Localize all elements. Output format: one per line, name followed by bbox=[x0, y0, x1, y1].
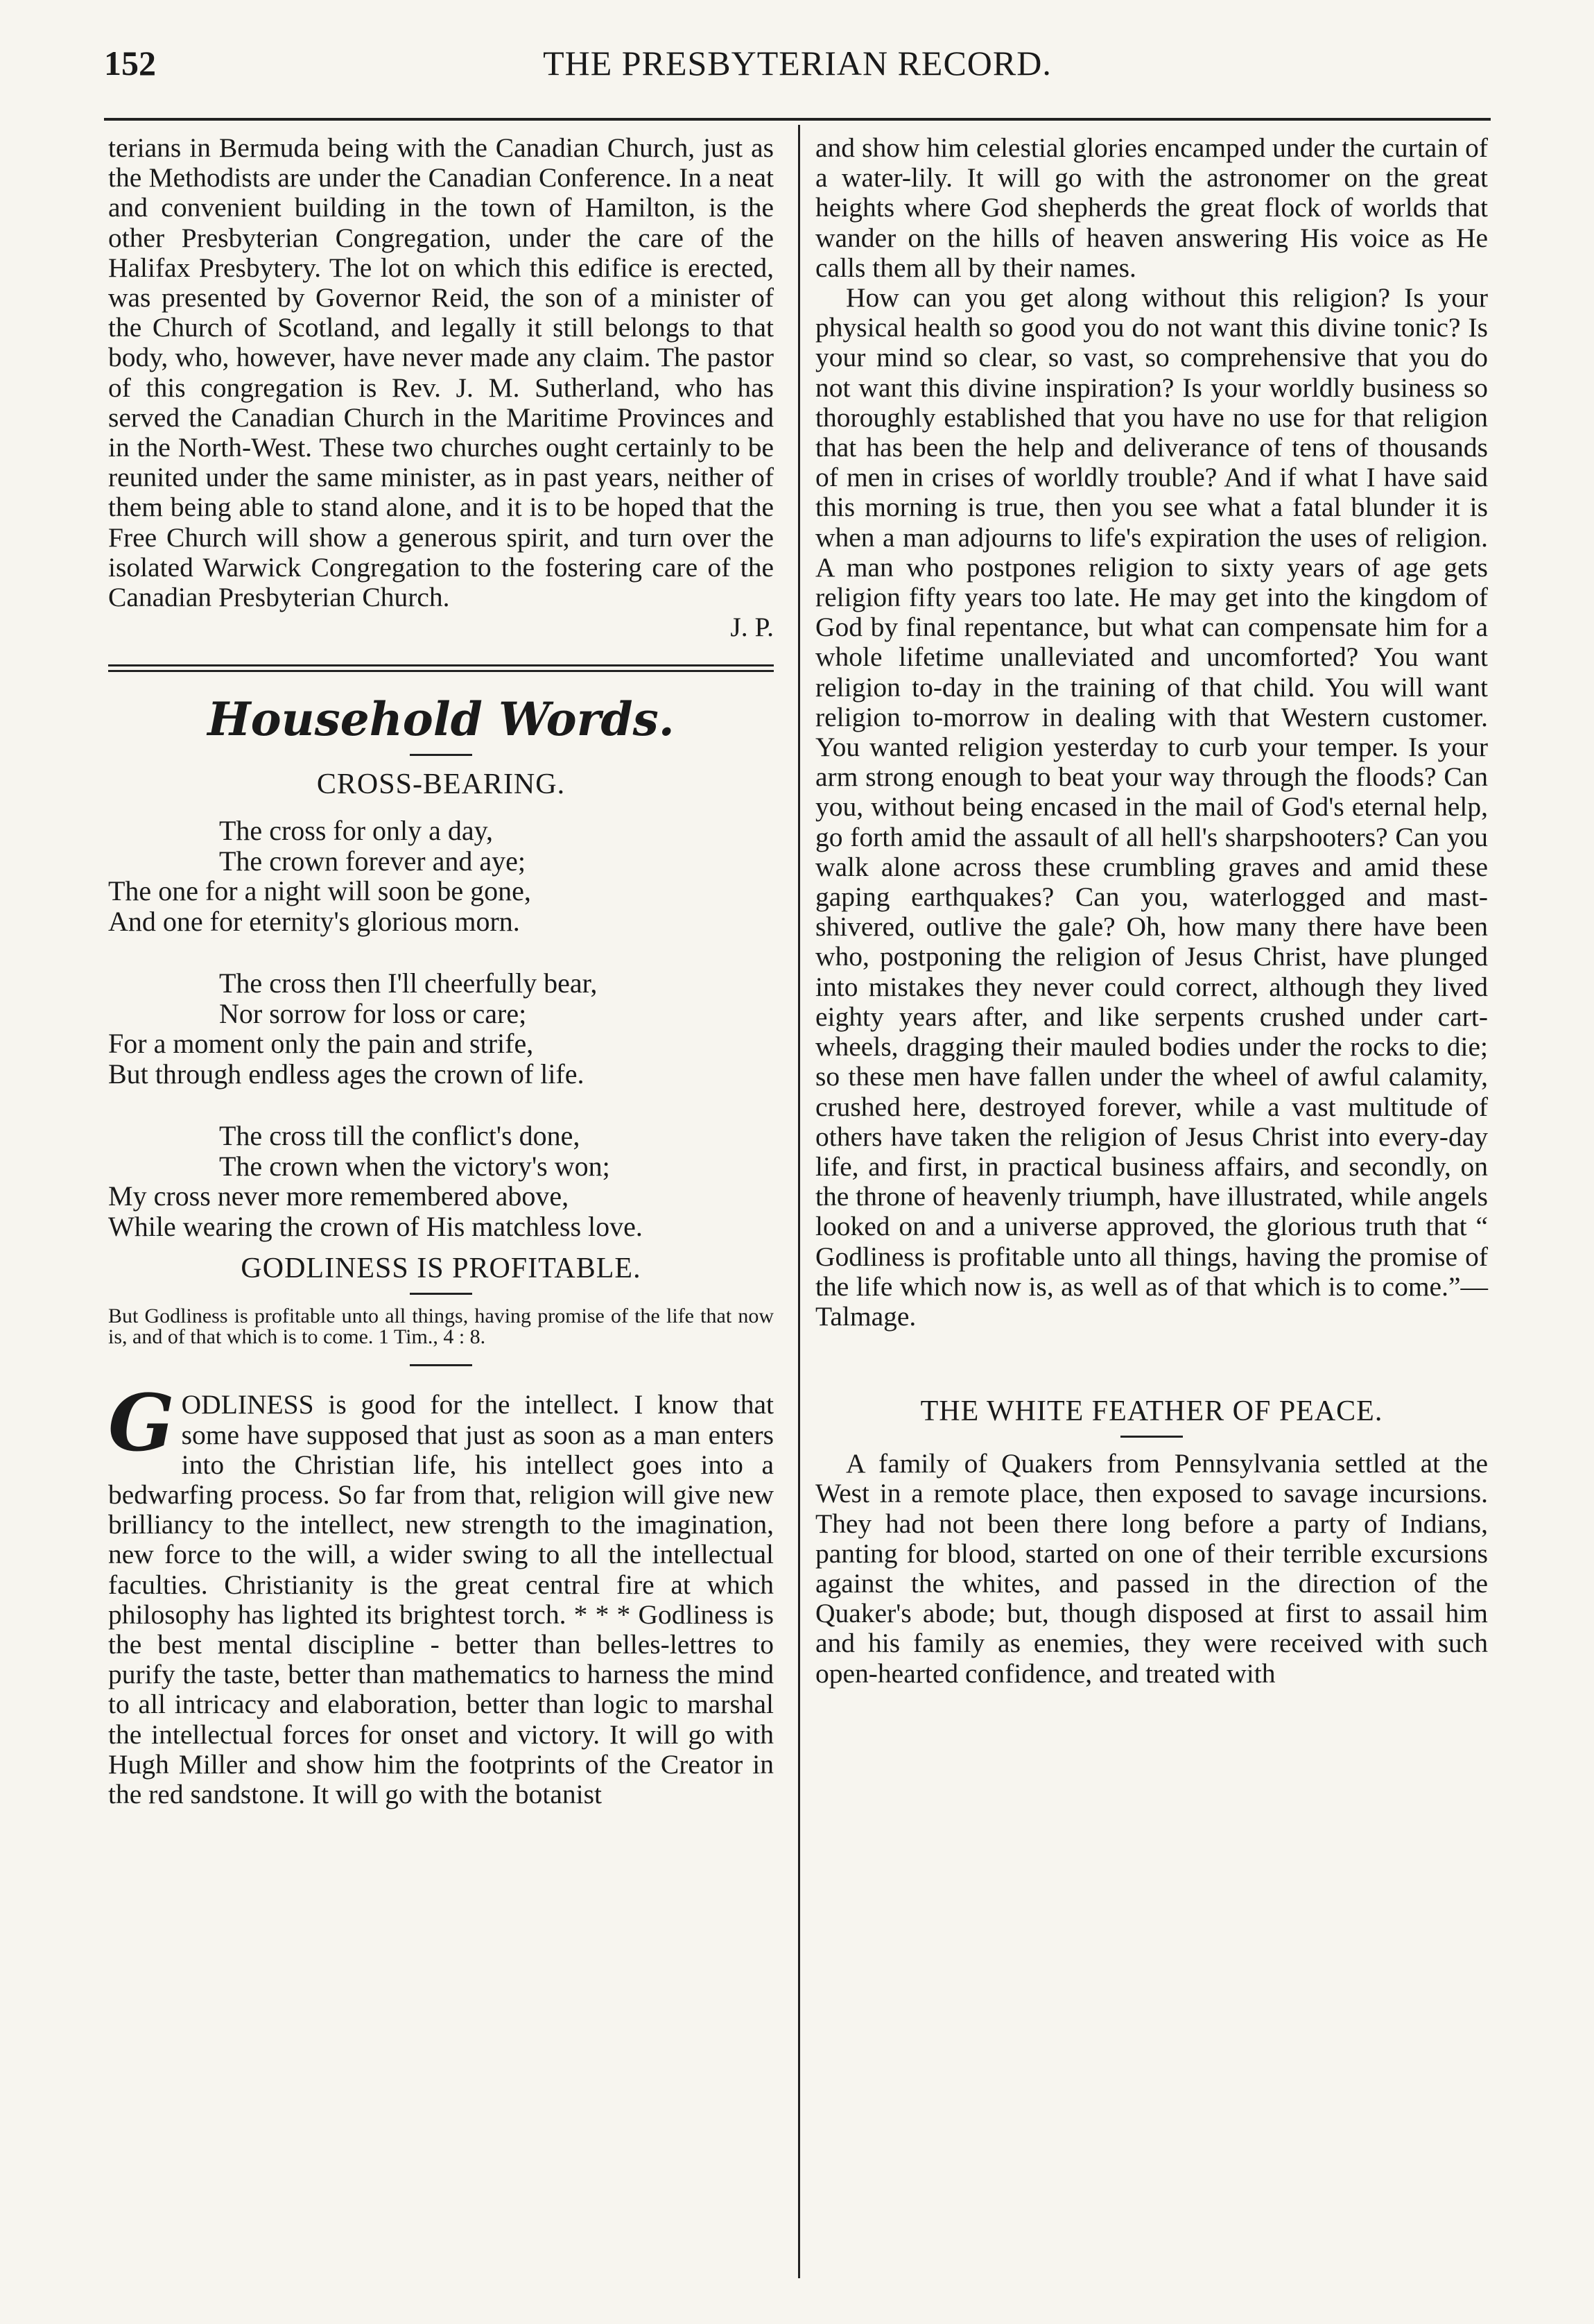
poem-line: And one for eternity's glorious morn. bbox=[108, 905, 520, 937]
poem-stanza bbox=[108, 968, 774, 1089]
body-paragraph: How can you get along without this religion? Is your physical health so good you do not want this divine tonic? Is your mind so clear, so vast, so comprehensive that you do not want this divine inspiration? Is your worldly business so thoroughly established that you have no use for that religion that has been the help and deliverance of tens of thousands of men in crises of worldly trouble? And if what I have said this morning is true, then you see what a fatal blunder it is when a man adjourns to life's expiration the uses of religion. A man who postpones religion to sixty years of age gets religion fifty years too late. He may get into the kingdom of God by final repentance, but what can compensate him for a whole lifetime unalleviated and uncomforted? You want religion to-day in the training of that child. You will want religion to-morrow in dealing with that Western customer. You wanted religion yesterday to curb your temper. Is your arm strong enough to beat your way through the floods? Can you, without being encased in the mail of God's eternal help, go forth amid the assault of all hell's sharpshooters? Can you walk alone across these crumbling graves and amid these gaping earthquakes? Can you, waterlogged and mast-shivered, outlive the gale? Oh, how many there have been who, postponing the religion of Jesus Christ, have plunged into mistakes they never could correct, although they lived eighty years after, and like serpents crushed under cart-wheels, dragging their mauled bodies under the rocks to die; so these men have fallen under the wheel of awful calamity, crushed here, destroyed forever, while a vast multitude of others have taken the religion of Jesus Christ into every-day life, and first, in practical business affairs, and secondly, on the throne of heavenly triumph, have illustrated, while angels looked on and a universe approved, the glorious truth that “ Godliness is profitable unto all things, having the promise of the life which now is, as well as of that which is to come.”—Talmage. bbox=[815, 282, 1488, 1332]
poem bbox=[108, 816, 774, 1241]
page-number: 152 bbox=[104, 44, 156, 83]
poem-stanza bbox=[108, 816, 774, 936]
poem-line: My cross never more remembered above, bbox=[108, 1180, 569, 1212]
short-rule bbox=[410, 1364, 472, 1366]
article-title: GODLINESS IS PROFITABLE. bbox=[241, 1253, 641, 1285]
article-body bbox=[108, 1378, 774, 1810]
continued-paragraph: and show him celestial glories encamped under the curtain of a water-lily. It will go with the astronomer on the great heights where God shepherds the great flock of worlds that wander on the hills of heaven answering His voice as He calls them all by their names. bbox=[815, 132, 1488, 283]
poem-line: The cross till the conflict's done, bbox=[219, 1120, 580, 1152]
running-title: THE PRESBYTERIAN RECORD. bbox=[543, 44, 1052, 83]
poem-line: For a moment only the pain and strife, bbox=[108, 1028, 534, 1060]
epigraph: But Godliness is profitable unto all things, having promise of the life that now is, and of that which is to come. 1 Tim., 4 : 8. bbox=[108, 1305, 774, 1349]
poem-title: CROSS-BEARING. bbox=[316, 768, 566, 801]
signature-line bbox=[108, 612, 774, 642]
body-paragraph: A family of Quakers from Pennsylvania settled at the West in a remote place, then exposed to savage incursions. They had not been there long before a party of Indians, panting for blood, started on one of their terrible excursions against the whites, and passed in the direction of the Quaker's abode; but, though disposed at first to assail him and his family as enemies, they were received with such open-hearted confidence, and treated with bbox=[815, 1448, 1488, 1689]
header-rule bbox=[104, 118, 1491, 121]
poem-line: Nor sorrow for loss or care; bbox=[219, 997, 527, 1029]
short-rule bbox=[410, 754, 472, 756]
column-divider bbox=[798, 125, 800, 2278]
short-rule bbox=[1120, 1436, 1183, 1438]
poem-line: While wearing the crown of His matchless love. bbox=[108, 1210, 643, 1242]
page-header bbox=[104, 43, 1491, 105]
drop-cap: G bbox=[108, 1378, 175, 1470]
short-rule bbox=[410, 1293, 472, 1295]
poem-line: The crown forever and aye; bbox=[219, 845, 526, 877]
continued-paragraph: terians in Bermuda being with the Canadian Church, just as the Methodists are under the Canadian Conference. In a neat and convenient building in the town of Hamilton, is the other Presbyterian Congregation, under the care of the Halifax Presbytery. The lot on which this edifice is erected, was presented by Governor Reid, the son of a minister of the Church of Scotland, and legally it still belongs to that body, who, however, have never made any claim. The pastor of this congregation is Rev. J. M. Sutherland, who has served the Canadian Church in the Maritime Provinces and in the North-West. These two churches ought certainly to be reunited under the same minister, as in past years, neither of them being able to stand alone, and it is to be hoped that the Free Church will show a generous spirit, and turn over the isolated Warwick Congregation to the fostering care of the Canadian Presbyterian Church. bbox=[108, 132, 774, 613]
article-body-text: ODLINESS is good for the intellect. I know that some have supposed that just as soon as a man enters into the Christian life, his intellect goes into a bedwarfing process. So far from that, religion will give new brilliancy to the intellect, new strength to the imagination, new force to the will, a wider swing to all the intellectual faculties. Christianity is the great central fire at which philosophy has lighted its brightest torch. * * * Godliness is the best mental discipline - better than belles-lettres to purify the taste, better than mathematics to harness the mind to all intricacy and elaboration, better than logic to marshal the intellectual forces for onset and victory. It will go with Hugh Miller and show him the footprints of the Creator in the red sandstone. It will go with the botanist bbox=[108, 1389, 774, 1810]
poem-stanza bbox=[108, 1121, 774, 1241]
poem-line: The cross then I'll cheerfully bear, bbox=[219, 967, 598, 999]
section-divider bbox=[108, 664, 774, 672]
poem-line: The cross for only a day, bbox=[219, 815, 494, 847]
poem-line: The crown when the victory's won; bbox=[219, 1150, 610, 1182]
signature: J. P. bbox=[730, 612, 774, 643]
left-column bbox=[108, 133, 774, 1809]
poem-line: But through endless ages the crown of life. bbox=[108, 1058, 584, 1090]
article-title: THE WHITE FEATHER OF PEACE. bbox=[920, 1395, 1383, 1428]
right-column bbox=[815, 133, 1488, 1689]
section-title: Household Words. bbox=[207, 692, 675, 747]
poem-line: The one for a night will soon be gone, bbox=[108, 875, 531, 907]
